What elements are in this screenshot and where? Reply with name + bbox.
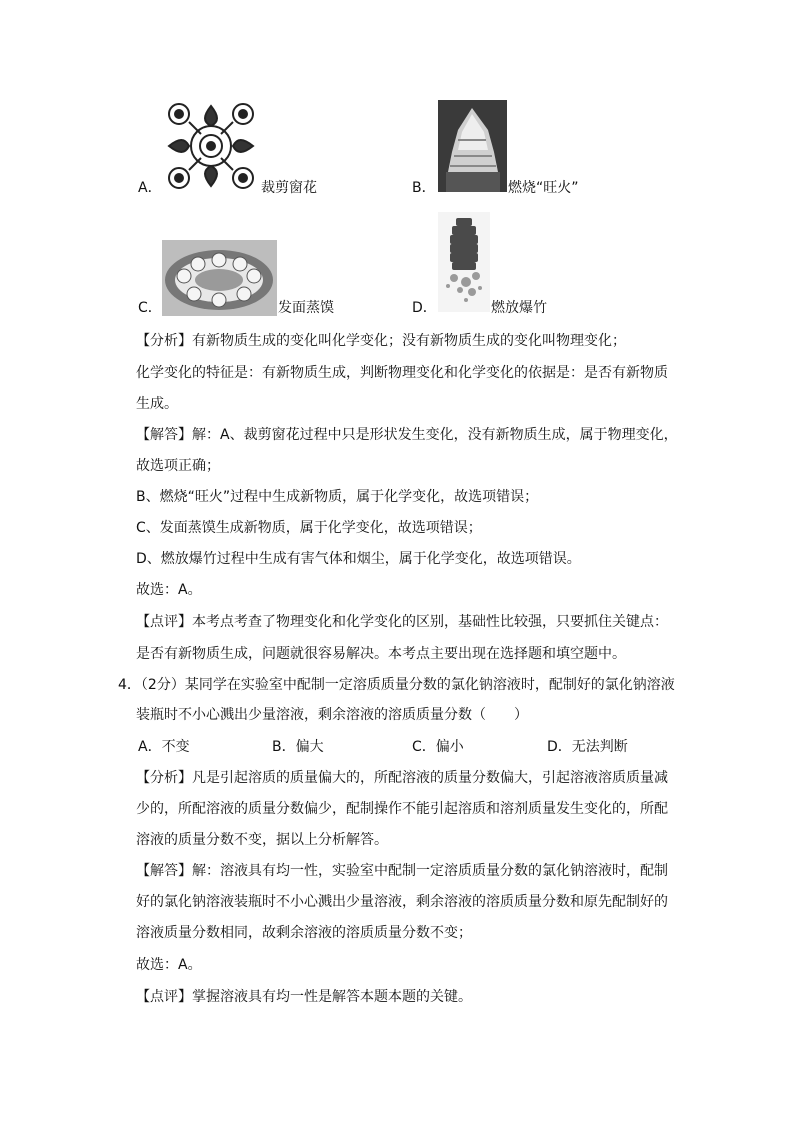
q4-answer-line: 好的氯化钠溶液装瓶时不小心溅出少量溶液，剩余溶液的溶质质量分数和原先配制好的 xyxy=(136,894,668,910)
option-a-letter: A． xyxy=(138,180,162,196)
q4-stem-line: 4．（2分）某同学在实验室中配制一定溶质质量分数的氯化钠溶液时，配制好的氯化钠溶液 xyxy=(118,677,675,693)
q3-answer-line: C、发面蒸馍生成新物质，属于化学变化，故选项错误； xyxy=(136,520,482,536)
q3-analysis-line: 生成。 xyxy=(136,396,178,412)
q3-answer-line: 故选项正确； xyxy=(136,458,220,474)
firecracker-image xyxy=(438,212,490,312)
steamed-bun-image xyxy=(162,240,277,316)
q4-stem-line: 装瓶时不小心溅出少量溶液，剩余溶液的溶质质量分数（ ） xyxy=(136,707,528,723)
q4-option-a: A．不变 xyxy=(138,739,190,755)
option-c-caption: 发面蒸馍 xyxy=(278,300,334,316)
q4-answer-line: 【解答】解：溶液具有均一性，实验室中配制一定溶质质量分数的氯化钠溶液时，配制 xyxy=(136,863,668,879)
q3-comment-line: 是否有新物质生成，问题就很容易解决。本考点主要出现在选择题和填空题中。 xyxy=(136,646,626,662)
q3-answer-line: 故选：A。 xyxy=(136,582,202,598)
q4-option-d: D．无法判断 xyxy=(547,739,628,755)
option-d-caption: 燃放爆竹 xyxy=(491,300,547,316)
q3-answer-line: D、燃放爆竹过程中生成有害气体和烟尘，属于化学变化，故选项错误。 xyxy=(136,551,581,567)
q4-analysis-line: 少的，所配溶液的质量分数偏少，配制操作不能引起溶质和溶剂质量发生变化的，所配 xyxy=(136,801,668,817)
q3-analysis-line: 化学变化的特征是：有新物质生成，判断物理变化和化学变化的依据是：是否有新物质 xyxy=(136,365,668,381)
q3-answer-line: 【解答】解：A、裁剪窗花过程中只是形状发生变化，没有新物质生成，属于物理变化， xyxy=(136,427,678,443)
q4-answer-line: 故选：A。 xyxy=(136,957,202,973)
option-c-letter: C． xyxy=(138,300,162,316)
paper-cut-window-image xyxy=(163,100,259,192)
wanghuo-fire-image xyxy=(438,100,507,192)
q4-answer-line: 溶液质量分数相同，故剩余溶液的溶质质量分数不变； xyxy=(136,925,472,941)
q4-analysis-line: 【分析】凡是引起溶质的质量偏大的，所配溶液的质量分数偏大，引起溶液溶质质量减 xyxy=(136,770,668,786)
option-a-caption: 裁剪窗花 xyxy=(261,180,317,196)
q3-analysis-line: 【分析】有新物质生成的变化叫化学变化；没有新物质生成的变化叫物理变化； xyxy=(136,333,626,349)
q3-comment-line: 【点评】本考点考查了物理变化和化学变化的区别，基础性比较强，只要抓住关键点： xyxy=(136,614,668,630)
option-b-caption: 燃烧“旺火” xyxy=(508,180,579,196)
option-b-letter: B． xyxy=(412,180,436,196)
q4-comment-line: 【点评】掌握溶液具有均一性是解答本题本题的关键。 xyxy=(136,989,472,1005)
q4-analysis-line: 溶液的质量分数不变，据以上分析解答。 xyxy=(136,832,388,848)
q3-answer-line: B、燃烧“旺火”过程中生成新物质，属于化学变化，故选项错误； xyxy=(136,489,539,505)
option-d-letter: D． xyxy=(412,300,437,316)
q4-option-b: B．偏大 xyxy=(272,739,324,755)
q4-option-c: C．偏小 xyxy=(412,739,464,755)
